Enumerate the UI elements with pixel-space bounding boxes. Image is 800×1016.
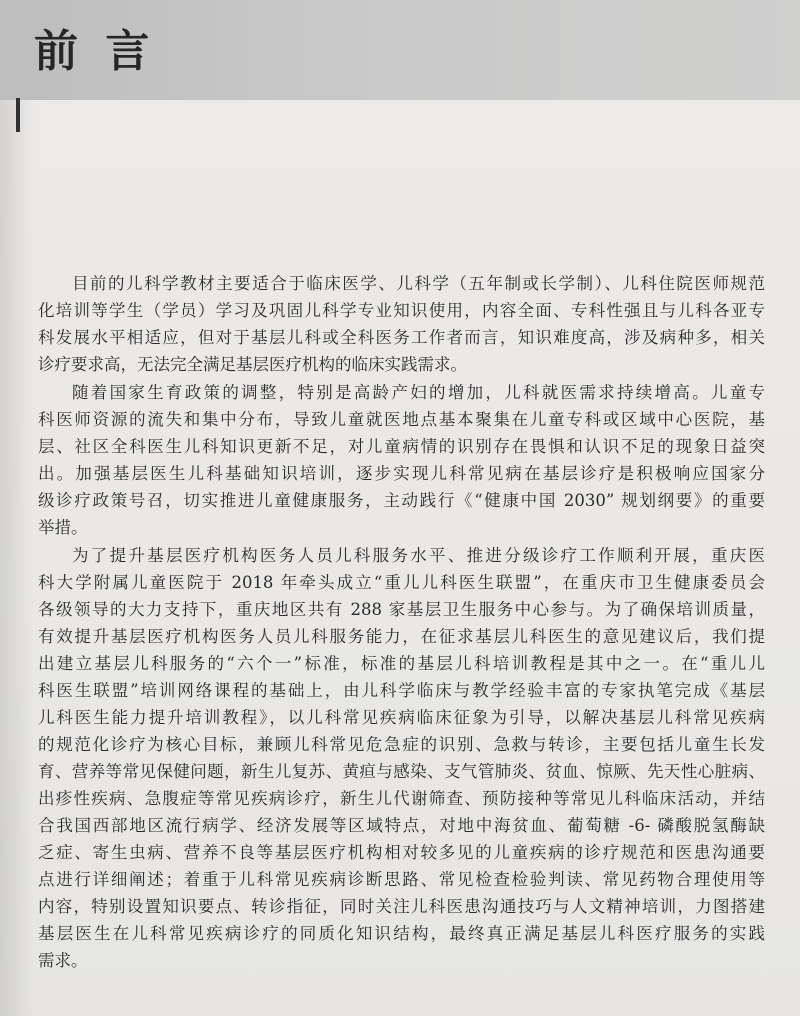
text-line: 出疹性疾病、急腹症等常见疾病诊疗，新生儿代谢筛查、预防接种等常见儿科临床活动，并结 <box>38 789 765 808</box>
text-line: 层、社区全科医生儿科知识更新不足，对儿童病情的识别存在畏惧和认识不足的现象日益突 <box>38 437 765 456</box>
text-line: 级诊疗政策号召，切实推进儿童健康服务，主动践行《“健康中国 2030” 规划纲要》的重要 <box>38 491 765 510</box>
text-line: 出建立基层儿科服务的“六个一”标准，标准的基层儿科培训教程是其中之一。在“重儿儿 <box>38 654 765 673</box>
text-line: 诊疗要求高，无法完全满足基层医疗机构的临床实践需求。 <box>38 355 467 374</box>
text-line: 内容，特别设置知识要点、转诊指征，同时关注儿科医患沟通技巧与人文精神培训，力图搭建 <box>38 897 765 916</box>
text-line: 科发展水平相适应，但对于基层儿科或全科医务工作者而言，知识难度高，涉及病种多，相关 <box>38 328 765 347</box>
text-line: 合我国西部地区流行病学、经济发展等区域特点，对地中海贫血、葡萄糖 -6- 磷酸脱氢酶缺 <box>38 816 765 835</box>
text-line: 基层医生在儿科常见疾病诊疗的同质化知识结构，最终真正满足基层儿科医疗服务的实践 <box>38 924 765 943</box>
text-line: 点进行详细阐述；着重于儿科常见疾病诊断思路、常见检查检验判读、常见药物合理使用等 <box>38 870 765 889</box>
text-line: 的规范化诊疗为核心目标，兼顾儿科常见危急症的识别、急救与转诊，主要包括儿童生长发 <box>38 735 765 754</box>
text-line: 为了提升基层医疗机构医务人员儿科服务水平、推进分级诊疗工作顺利开展，重庆医 <box>72 546 765 565</box>
text-line: 随着国家生育政策的调整，特别是高龄产妇的增加，儿科就医需求持续增高。儿童专 <box>72 383 765 402</box>
page-title: 前 言 <box>34 26 156 77</box>
text-line: 儿科医生能力提升培训教程》，以儿科常见疾病临床征象为引导，以解决基层儿科常见疾病 <box>38 708 765 727</box>
text-line: 各级领导的大力支持下，重庆地区共有 288 家基层卫生服务中心参与。为了确保培训质量， <box>38 600 765 619</box>
text-line: 育、营养等常见保健问题，新生儿复苏、黄疸与感染、支气管肺炎、贫血、惊厥、先天性心脏病、 <box>38 762 765 781</box>
text-line: 化培训等学生（学员）学习及巩固儿科学专业知识使用，内容全面、专科性强且与儿科各亚专 <box>38 301 765 320</box>
text-line: 科医师资源的流失和集中分布，导致儿童就医地点基本聚集在儿童专科或区域中心医院，基 <box>38 410 765 429</box>
text-line: 乏症、寄生虫病、营养不良等基层医疗机构相对较多见的儿童疾病的诊疗规范和医患沟通要 <box>38 843 765 862</box>
text-line: 科大学附属儿童医院于 2018 年牵头成立“重儿儿科医生联盟”，在重庆市卫生健康委员会 <box>38 573 765 592</box>
text-line: 出。加强基层医生儿科基础知识培训，逐步实现儿科常见病在基层诊疗是积极响应国家分 <box>38 464 765 483</box>
title-accent-bar <box>16 98 20 132</box>
page-binding-shadow <box>0 100 34 1016</box>
paragraph-2 <box>38 379 765 541</box>
preface-body <box>38 270 765 975</box>
text-line: 有效提升基层医疗机构医务人员儿科服务能力，在征求基层儿科医生的意见建议后，我们提 <box>38 627 765 646</box>
text-line: 举措。 <box>38 518 88 537</box>
text-line: 需求。 <box>38 951 88 970</box>
text-line: 目前的儿科学教材主要适合于临床医学、儿科学（五年制或长学制）、儿科住院医师规范 <box>72 274 765 293</box>
paragraph-1 <box>38 270 765 378</box>
paragraph-3 <box>38 542 765 974</box>
text-line: 科医生联盟”培训网络课程的基础上，由儿科学临床与教学经验丰富的专家执笔完成《基层 <box>38 681 765 700</box>
